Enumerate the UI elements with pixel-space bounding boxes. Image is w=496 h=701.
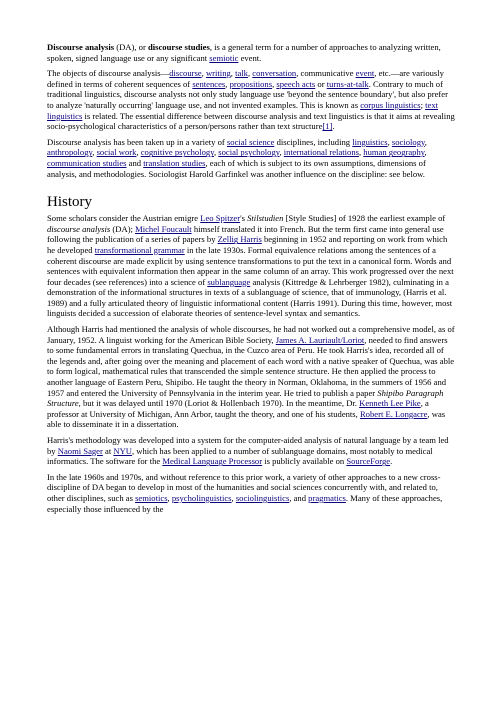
text: , needed to find answers to some fundamental errors in translating Quechua, in the Cuzco area of Peru. He took Harris's idea, recorded all of the legends and, after going over the meaning and placement of each word with a native speaker of Quechua, was able to form logical, mathematical rules that transcended the simple sentence structure. He then applied the process to another language of Eastern Peru, Shipibo. He taught the theory in Norman, Oklahoma, in the summers of 1956 and 1957 and entered the University of Pennsylvania in the interim year. He tried to publish a paper bbox=[47, 334, 455, 398]
link-semiotic[interactable]: semiotic bbox=[209, 52, 239, 63]
link-kenneth-lee-pike[interactable]: Kenneth Lee Pike bbox=[359, 398, 421, 409]
term-bold: Discourse analysis bbox=[47, 42, 115, 52]
text: Harris's methodology was developed into a system for the computer-aided analysis of natural language by a team led by bbox=[47, 435, 449, 456]
link-sourceforge[interactable]: SourceForge bbox=[346, 456, 391, 467]
text: , communicative bbox=[296, 68, 356, 79]
text: , etc.—are variously defined in terms of coherent sequences of bbox=[47, 68, 444, 89]
intro-paragraph-3: Discourse analysis has been taken up in a variety of social science disciplines, including linguistics, sociology, anthropology, social work, cognitive psychology, social psychology, international relations, human geography, communication studies and translation studies, each of which is subject to its own assumptions, dimensions of analysis, and methodologies. Sociologist Harold Garfinkel was another influence on the discipline: see below. bbox=[47, 136, 427, 179]
text: 's bbox=[240, 213, 248, 224]
text: is publicly available on bbox=[262, 456, 347, 467]
link-discourse[interactable]: discourse bbox=[169, 68, 202, 79]
text: analysis (Kittredge & Lehrberger 1982), culminating in a demonstration of the informational structures in texts of a sublanguage of science, that of immunology, (Harris et al. 1989) and a fully articulated theory of linguistic informational content (Harris 1991). During this time, however, most linguists decided a succession of elaborate theories of sentence-level syntax and semantics. bbox=[47, 276, 453, 319]
text: at bbox=[102, 445, 114, 456]
link-sociolinguistics[interactable]: sociolinguistics bbox=[235, 492, 290, 503]
intro-paragraph-1 bbox=[47, 42, 456, 63]
text: event. bbox=[238, 52, 262, 63]
text: disciplines, including bbox=[274, 136, 353, 147]
text: , is a general term for a number of approaches to analyzing written, spoken, signed language use or any significant bbox=[47, 42, 441, 63]
history-paragraph-1 bbox=[47, 213, 456, 319]
history-paragraph-3 bbox=[47, 435, 456, 467]
text: Although Harris had mentioned the analysis of whole discourses, he had not worked out a comprehensive model, as of January, 1952. A linguist working for the American Bible Society, bbox=[47, 324, 455, 345]
term-bold: discourse studies bbox=[147, 42, 210, 52]
link-michel-foucault[interactable]: Michel Foucault bbox=[135, 223, 192, 234]
text: . bbox=[390, 456, 393, 467]
link-james-lauriault[interactable]: James A. Lauriault/Loriot bbox=[275, 334, 365, 345]
link-sentences[interactable]: sentences bbox=[192, 78, 226, 89]
intro-paragraph-2: The objects of discourse analysis—discourse, writing, talk, conversation, communicative event, etc.—are variously defined in terms of coherent sequences of sentences, propositions, speech acts or turns-at-talk. Contrary to much of traditional linguistics, discourse analysts not only study language use 'beyond the sentence boundary', but also prefer to analyze 'naturally occurring' language use, and not invented examples. This is known as corpus linguistics; text linguistics is related. The essential difference between discourse analysis and text linguistics is that it aims at revealing socio-psychological characteristics of a person/persons rather than text structure[1]. bbox=[47, 68, 455, 132]
history-paragraph-4: In the late 1960s and 1970s, and without reference to this prior work, a variety of other approaches to a new cross-discipline of DA began to develop in most of the humanities and social sciences concurrently with, and related to, other disciplines, such as semiotics, psycholinguistics, sociolinguistics, and pragmatics. Many of these approaches, especially those influenced by the bbox=[47, 471, 443, 514]
text: , a professor at University of Michigan, Ann Arbor, taught the theory, and one of his students, bbox=[47, 398, 429, 419]
text: in the late 1930s. Formal equivalence relations among the sentences of a coherent discourse are made explicit by using sentence transformations to put the text in a canonical form. Words and sentences with equivalent information then appear in the same column of an array. This work progressed over the next four decades (see references) into a science of bbox=[47, 244, 454, 287]
text: is related. The essential difference between discourse analysis and text linguistics is that it aims at revealing socio-psychological characteristics of a person/persons rather than text structure bbox=[47, 110, 455, 132]
text: and bbox=[126, 157, 144, 168]
link-turns-at-talk[interactable]: turns-at-talk bbox=[326, 78, 369, 89]
text: beginning in 1952 and reporting on work from which he developed bbox=[47, 234, 448, 255]
text: (DA), or bbox=[114, 42, 148, 52]
text: himself translated it into French. But the term first came into general use following the publication of a series of papers by bbox=[47, 223, 444, 245]
link-translation-studies[interactable]: translation studies bbox=[143, 157, 206, 168]
link-sociology[interactable]: sociology bbox=[391, 136, 425, 147]
text: , but it was delayed until 1970 (Loriot & Hollenbach 1970). In the meantime, Dr. bbox=[78, 398, 360, 409]
link-conversation[interactable]: conversation bbox=[252, 68, 297, 79]
text: (DA); bbox=[110, 223, 136, 234]
text: The objects of discourse analysis— bbox=[47, 68, 170, 79]
text: , each of which is subject to its own assumptions, dimensions of analysis, and methodologies. Sociologist Harold Garfinkel was another influence on the discipline: see below. bbox=[47, 157, 426, 179]
link-text-linguistics[interactable]: text linguistics bbox=[47, 99, 439, 121]
link-zellig-harris[interactable]: Zellig Harris bbox=[217, 234, 262, 245]
text: or bbox=[315, 78, 327, 89]
link-cognitive-psychology[interactable]: cognitive psychology bbox=[140, 147, 214, 158]
link-social-science[interactable]: social science bbox=[226, 136, 275, 147]
text: . Contrary to much of traditional linguistics, discourse analysts not only study language use 'beyond the sentence boundary', but also prefer to analyze 'naturally occurring' language use, and not invented examples. This is known as bbox=[47, 78, 448, 110]
italic-title: Stilstudien bbox=[247, 213, 284, 224]
link-semiotics[interactable]: semiotics bbox=[135, 492, 168, 503]
text: , which has been applied to a number of sublanguage domains, most notably to medical informatics. The software for the bbox=[47, 445, 433, 467]
link-nyu[interactable]: NYU bbox=[113, 445, 132, 456]
link-sublanguage[interactable]: sublanguage bbox=[207, 276, 251, 287]
link-psycholinguistics[interactable]: psycholinguistics bbox=[171, 492, 232, 503]
link-pragmatics[interactable]: pragmatics bbox=[308, 492, 346, 503]
link-anthropology[interactable]: anthropology bbox=[47, 147, 93, 158]
link-transformational-grammar[interactable]: transformational grammar bbox=[94, 244, 185, 255]
text: Discourse analysis has been taken up in a variety of bbox=[47, 136, 227, 147]
text: Some scholars consider the Austrian emigre bbox=[47, 213, 201, 224]
text: . Many of these approaches, especially those influenced by the bbox=[47, 492, 443, 514]
link-writing[interactable]: writing bbox=[205, 68, 231, 79]
link-talk[interactable]: talk bbox=[235, 68, 248, 79]
link-event[interactable]: event bbox=[355, 68, 375, 79]
link-propositions[interactable]: propositions bbox=[229, 78, 273, 89]
link-communication-studies[interactable]: communication studies bbox=[47, 157, 127, 168]
link-social-work[interactable]: social work bbox=[96, 147, 137, 158]
link-corpus-linguistics[interactable]: corpus linguistics bbox=[360, 99, 421, 110]
text: [Style Studies] of 1928 the earliest example of bbox=[283, 213, 446, 224]
link-medical-language-processor[interactable]: Medical Language Processor bbox=[162, 456, 263, 467]
text: In the late 1960s and 1970s, and without reference to this prior work, a variety of other approaches to a new cross-discipline of DA began to develop in most of the humanities and social sciences concurrently with, and related to, other disciplines, such as bbox=[47, 471, 441, 503]
link-naomi-sager[interactable]: Naomi Sager bbox=[57, 445, 103, 456]
text: . bbox=[332, 121, 335, 132]
link-linguistics[interactable]: linguistics bbox=[352, 136, 388, 147]
link-robert-longacre[interactable]: Robert E. Longacre bbox=[359, 408, 428, 419]
italic-term: discourse analysis bbox=[47, 223, 111, 234]
text: ; bbox=[420, 99, 426, 110]
reference-link-1[interactable]: [1] bbox=[322, 121, 333, 132]
italic-title: Shipibo Paragraph Structure bbox=[47, 387, 444, 409]
link-international-relations[interactable]: international relations bbox=[283, 147, 359, 158]
history-paragraph-2 bbox=[47, 324, 456, 430]
section-heading-history: History bbox=[47, 194, 92, 211]
link-leo-spitzer[interactable]: Leo Spitzer bbox=[200, 213, 241, 224]
link-social-psychology[interactable]: social psychology bbox=[218, 147, 280, 158]
text: , and bbox=[289, 492, 309, 503]
link-speech-acts[interactable]: speech acts bbox=[276, 78, 316, 89]
link-human-geography[interactable]: human geography bbox=[363, 147, 425, 158]
text: , was able to disseminate it in a dissertation. bbox=[47, 408, 446, 430]
